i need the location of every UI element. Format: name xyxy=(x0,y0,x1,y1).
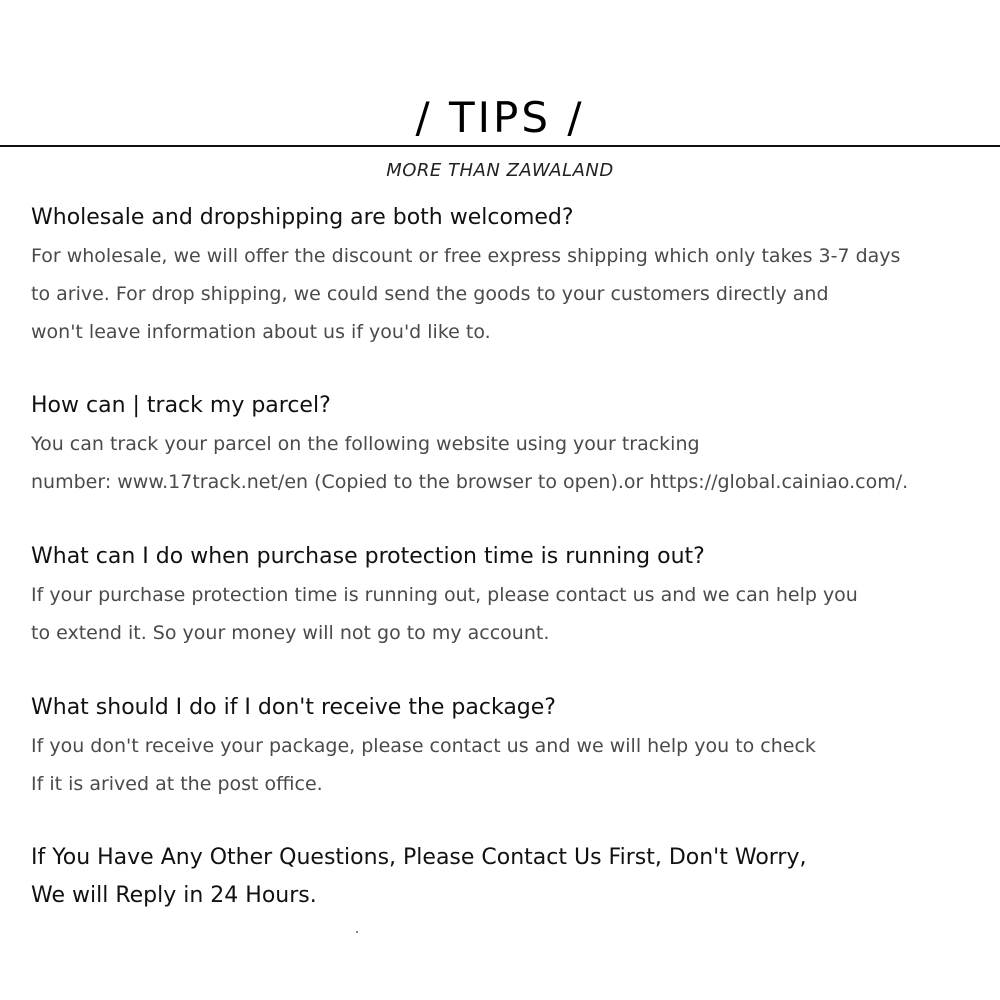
faq-answer-line: number: www.17track.net/en (Copied to the browser to open).or https://global.cainiao.com/. xyxy=(31,471,909,493)
page-title: / TIPS / xyxy=(415,93,585,142)
faq-item-protection xyxy=(31,538,981,652)
faq-answer-line: For wholesale, we will offer the discount or free express shipping which only takes 3-7 days xyxy=(31,245,901,267)
closing-line: We will Reply in 24 Hours. xyxy=(31,883,317,908)
faq-answer-line: If it is arived at the post office. xyxy=(31,773,323,795)
faq-question: What should I do if I don't receive the package? xyxy=(31,695,556,720)
faq-answer-line: won't leave information about us if you'd like to. xyxy=(31,321,491,343)
title-divider xyxy=(0,145,1000,147)
closing-line: If You Have Any Other Questions, Please Contact Us First, Don't Worry, xyxy=(31,845,807,870)
faq-question: How can | track my parcel? xyxy=(31,393,331,418)
stray-dot xyxy=(356,931,358,933)
page-subtitle: MORE THAN ZAWALAND xyxy=(386,160,614,181)
faq-question: Wholesale and dropshipping are both welcomed? xyxy=(31,205,574,230)
faq-answer-line: to arive. For drop shipping, we could send the goods to your customers directly and xyxy=(31,283,829,305)
faq-answer-line: If your purchase protection time is running out, please contact us and we can help you xyxy=(31,584,858,606)
faq-answer-line: If you don't receive your package, please contact us and we will help you to check xyxy=(31,735,816,757)
faq-item-no-package xyxy=(31,689,981,803)
faq-item-tracking xyxy=(31,387,981,501)
faq-question: What can I do when purchase protection time is running out? xyxy=(31,544,705,569)
faq-answer-line: You can track your parcel on the following website using your tracking xyxy=(31,433,700,455)
closing-note xyxy=(31,839,981,915)
faq-answer-line: to extend it. So your money will not go to my account. xyxy=(31,622,550,644)
faq-item-wholesale xyxy=(31,199,981,351)
